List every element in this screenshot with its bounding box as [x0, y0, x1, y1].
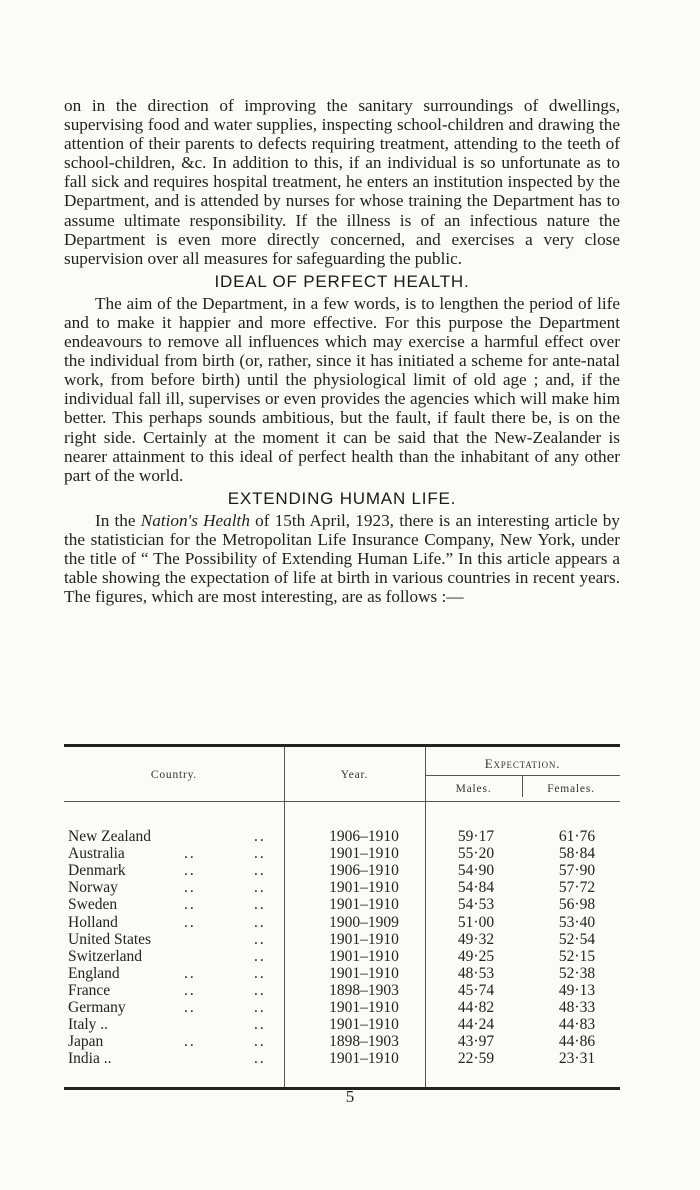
year-cell: 1906–1910	[329, 828, 399, 845]
table-row	[64, 1016, 620, 1033]
country-cell: Switzerland	[68, 947, 143, 965]
leader-dots: ..	[184, 964, 196, 982]
body-text	[64, 96, 620, 606]
country-cell: New Zealand	[68, 828, 152, 845]
leader-dots: ..	[254, 999, 266, 1016]
females-cell: 49·13	[558, 981, 596, 999]
females-cell: 53·40	[558, 913, 596, 931]
table-row	[64, 948, 620, 965]
paragraph-nations-health	[64, 511, 620, 606]
males-cell: 22·59	[457, 1050, 495, 1068]
leader-dots: ..	[184, 913, 196, 931]
country-cell: Australia	[68, 845, 125, 863]
table-row	[64, 1050, 620, 1067]
table-row	[64, 1033, 620, 1050]
country-cell: United States	[68, 930, 152, 948]
paragraph-aim: The aim of the Department, in a few words, is to lengthen the period of life and to make it happier and more effective. For this purpose the Department endeavours to remove all influences which may exercise a harmful effect over the individual from birth (or, rather, since it has initiated a scheme for ante-natal work, from before birth) until the physiological limit of old age ; and, if the individual fall ill, supervises or even provides the agencies which will make him better. This perhaps sounds ambitious, but the fault, if fault there be, is on the right side. Certainly at the moment it can be said that the New-Zealander is nearer attainment to this ideal of perfect health than the inhabitant of any other part of the world.	[64, 293, 620, 485]
year-cell: 1906–1910	[329, 862, 399, 880]
header-females: Females.	[547, 783, 595, 795]
table-row	[64, 879, 620, 896]
males-cell: 54·84	[457, 879, 495, 897]
header-rule	[64, 801, 620, 802]
p3-italic-title: Nation's Health	[140, 510, 250, 530]
country-cell: Denmark	[68, 862, 126, 880]
header-expectation: Expectation.	[484, 756, 561, 771]
males-cell: 49·32	[457, 930, 495, 948]
year-cell: 1901–1910	[329, 930, 399, 948]
country-cell: France	[68, 981, 111, 999]
country-cell: Norway	[68, 879, 118, 897]
females-cell: 44·86	[558, 1033, 596, 1051]
males-cell: 44·82	[457, 999, 495, 1016]
females-cell: 57·90	[558, 862, 596, 880]
country-cell: Japan	[68, 1033, 104, 1051]
leader-dots: ..	[254, 879, 266, 897]
table-row	[64, 845, 620, 862]
leader-dots: ..	[254, 930, 266, 948]
females-cell: 23·31	[558, 1050, 596, 1068]
country-cell: Germany	[68, 999, 126, 1016]
table-row	[64, 965, 620, 982]
year-cell: 1898–1903	[329, 981, 399, 999]
country-cell: Italy ..	[68, 1016, 109, 1034]
females-cell: 61·76	[558, 828, 596, 845]
country-cell: India ..	[68, 1050, 112, 1068]
males-cell: 45·74	[457, 981, 495, 999]
males-cell: 51·00	[457, 913, 495, 931]
females-cell: 57·72	[558, 879, 596, 897]
leader-dots: ..	[254, 896, 266, 914]
leader-dots: ..	[184, 1033, 196, 1051]
year-cell: 1901–1910	[329, 964, 399, 982]
males-cell: 43·97	[457, 1033, 495, 1051]
table-row	[64, 896, 620, 913]
females-cell: 52·54	[558, 930, 596, 948]
leader-dots: ..	[254, 1050, 266, 1068]
females-cell: 52·38	[558, 964, 596, 982]
males-cell: 59·17	[457, 828, 495, 845]
year-cell: 1901–1910	[329, 1050, 399, 1068]
leader-dots: ..	[184, 896, 196, 914]
females-cell: 58·84	[558, 845, 596, 863]
country-cell: England	[68, 964, 120, 982]
leader-dots: ..	[254, 862, 266, 880]
year-cell: 1901–1910	[329, 947, 399, 965]
country-cell: Sweden	[68, 896, 118, 914]
females-cell: 52·15	[558, 947, 596, 965]
leader-dots: ..	[254, 845, 266, 863]
year-cell: 1901–1910	[329, 879, 399, 897]
males-cell: 44·24	[457, 1016, 495, 1034]
table-row	[64, 982, 620, 999]
leader-dots: ..	[254, 964, 266, 982]
males-cell: 49·25	[457, 947, 495, 965]
life-expectancy-table	[64, 744, 620, 1090]
leader-dots: ..	[254, 913, 266, 931]
leader-dots: ..	[184, 862, 196, 880]
leader-dots: ..	[254, 1033, 266, 1051]
page-number: 5	[345, 1087, 355, 1106]
table-row	[64, 828, 620, 845]
heading-ideal-of-perfect-health: IDEAL OF PERFECT HEALTH.	[214, 271, 470, 291]
leader-dots: ..	[184, 999, 196, 1016]
year-cell: 1900–1909	[329, 913, 399, 931]
heading-extending-human-life: EXTENDING HUMAN LIFE.	[227, 488, 457, 508]
year-cell: 1901–1910	[329, 896, 399, 914]
table-row	[64, 862, 620, 879]
males-cell: 54·90	[457, 862, 495, 880]
header-males: Males.	[455, 783, 492, 795]
leader-dots: ..	[254, 947, 266, 965]
males-cell: 48·53	[457, 964, 495, 982]
males-cell: 55·20	[457, 845, 495, 863]
year-cell: 1901–1910	[329, 1016, 399, 1034]
table-row	[64, 931, 620, 948]
leader-dots: ..	[254, 828, 266, 845]
paragraph-sanitary: on in the direction of improving the sanitary surroundings of dwellings, supervising food and water supplies, inspecting school-children and drawing the attention of their parents to defects requiring treatment, attending to the teeth of school-children, &c. In addition to this, if an individual is so unfortunate as to fall sick and requires hospital treatment, he enters an institution inspected by the Department, and is attended by nurses for whose training the Department has to assume ultimate responsibility. If the illness is of an infectious nature the Department is even more directly concerned, and exercises a very close supervision over all measures for safeguarding the public.	[64, 96, 620, 268]
females-cell: 56·98	[558, 896, 596, 914]
p3-text-b: of 15th April, 1923, there is an interesting article by the statistician for the Metropolitan Life Insurance Company, New York, under the title of “ The Possibility of Extending Human Life.” In this article appears a table showing the expectation of life at birth in various countries in recent years. The figures, which are most interesting, are as follows :—	[64, 510, 620, 607]
header-year: Year.	[340, 769, 369, 781]
females-cell: 44·83	[558, 1016, 596, 1034]
males-cell: 54·53	[457, 896, 495, 914]
country-cell: Holland	[68, 913, 118, 931]
year-cell: 1898–1903	[329, 1033, 399, 1051]
leader-dots: ..	[254, 1016, 266, 1034]
p3-text-a: In the	[95, 510, 141, 530]
leader-dots: ..	[254, 981, 266, 999]
year-cell: 1901–1910	[329, 845, 399, 863]
leader-dots: ..	[184, 879, 196, 897]
table-row	[64, 999, 620, 1016]
leader-dots: ..	[184, 981, 196, 999]
leader-dots: ..	[184, 845, 196, 863]
header-rule	[425, 775, 620, 776]
table-row	[64, 914, 620, 931]
header-country: Country.	[150, 769, 198, 781]
year-cell: 1901–1910	[329, 999, 399, 1016]
females-cell: 48·33	[558, 999, 596, 1016]
